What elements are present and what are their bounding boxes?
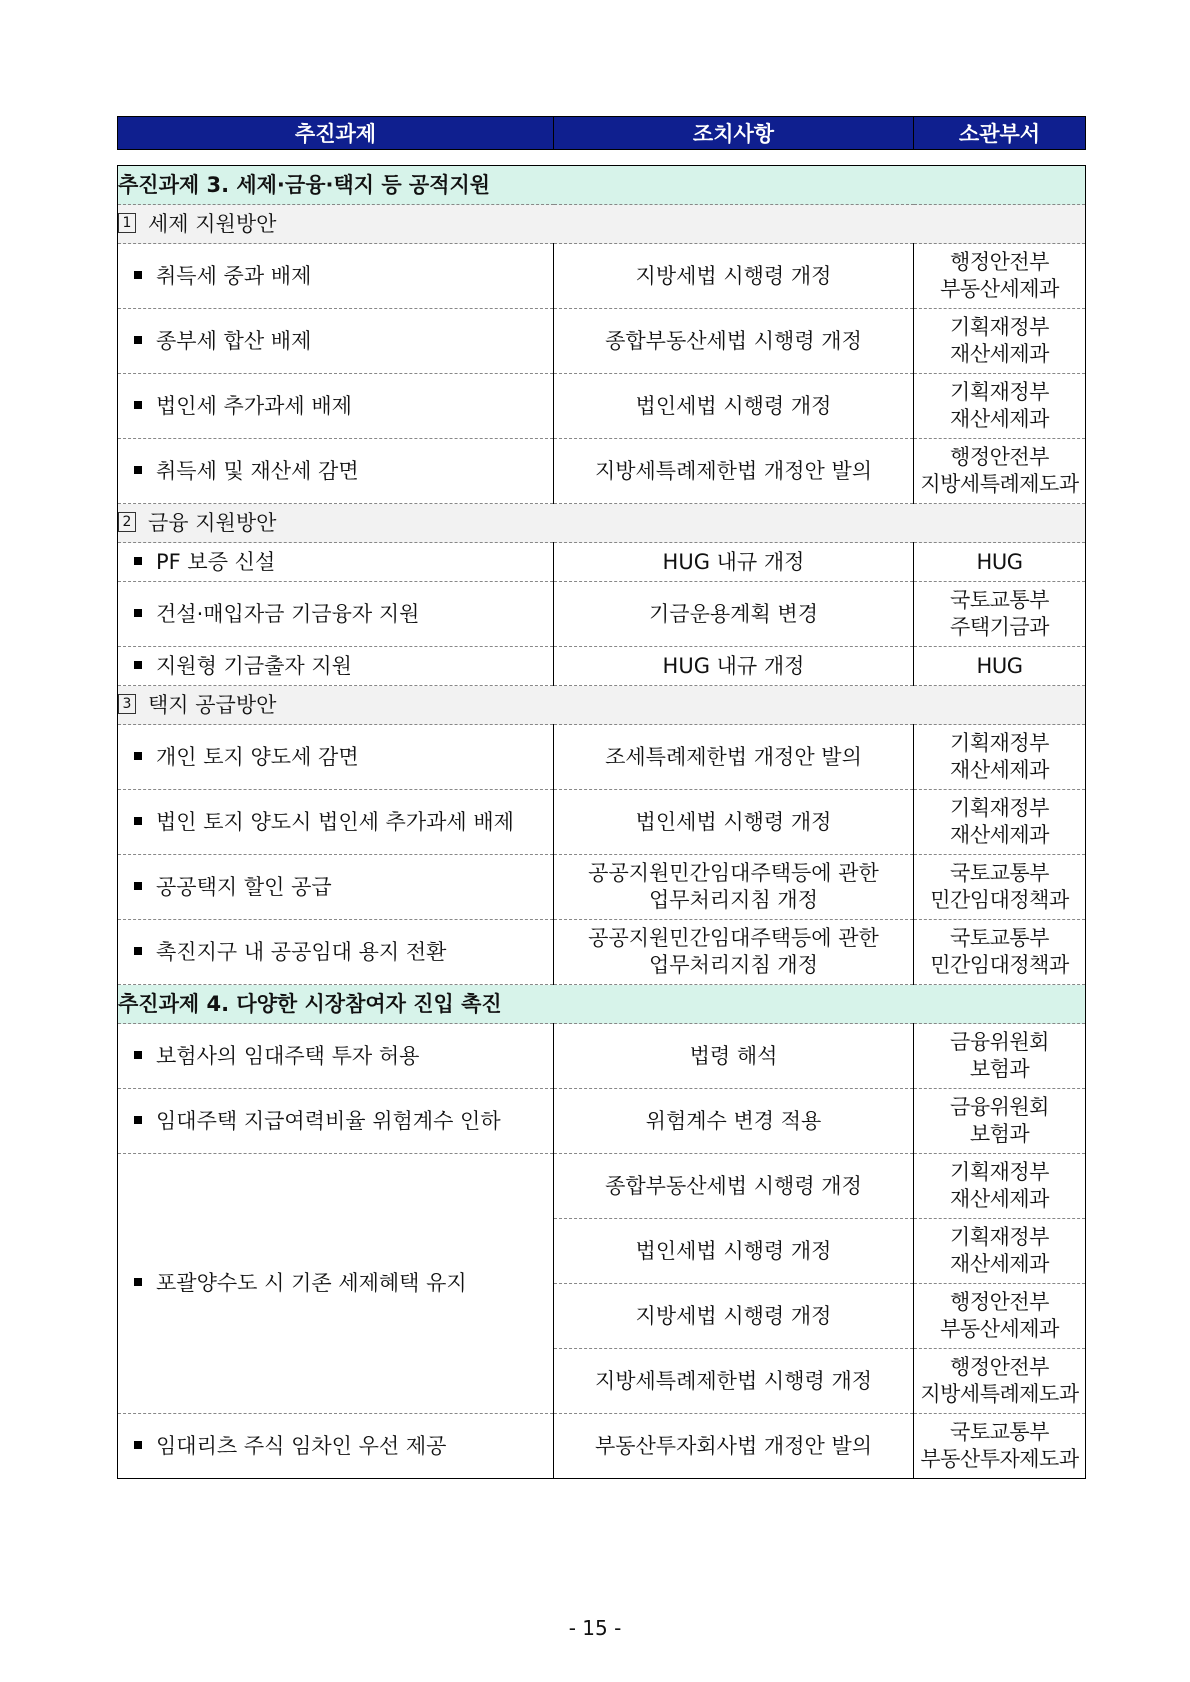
bullet-icon bbox=[134, 661, 142, 669]
dept-cell: 기획재정부 재산세제과 bbox=[914, 374, 1086, 439]
dept-cell: 금융위원회 보험과 bbox=[914, 1089, 1086, 1154]
dept-cell: 기획재정부 재산세제과 bbox=[914, 1154, 1086, 1219]
action-cell: 조세특례제한법 개정안 발의 bbox=[554, 725, 914, 790]
task-text: 법인세 추가과세 배제 bbox=[156, 393, 352, 418]
action-cell: 공공지원민간임대주택등에 관한 업무처리지침 개정 bbox=[554, 855, 914, 920]
measures-table bbox=[117, 165, 1086, 1479]
task-text: 임대주택 지급여력비율 위험계수 인하 bbox=[156, 1108, 501, 1133]
table-row bbox=[118, 309, 1086, 374]
dept-cell: 기획재정부 재산세제과 bbox=[914, 309, 1086, 374]
bullet-icon bbox=[134, 271, 142, 279]
task-text: 촉진지구 내 공공임대 용지 전환 bbox=[156, 939, 447, 964]
group-land-supply bbox=[118, 686, 1086, 725]
dept-cell: 국토교통부 부동산투자제도과 bbox=[914, 1414, 1086, 1479]
table-row bbox=[118, 855, 1086, 920]
task-text: 지원형 기금출자 지원 bbox=[156, 653, 352, 678]
bullet-icon bbox=[134, 947, 142, 955]
bullet-icon bbox=[134, 1051, 142, 1059]
table-row bbox=[118, 582, 1086, 647]
dept-cell: 국토교통부 주택기금과 bbox=[914, 582, 1086, 647]
action-cell: 부동산투자회사법 개정안 발의 bbox=[554, 1414, 914, 1479]
task-text: 개인 토지 양도세 감면 bbox=[156, 744, 359, 769]
action-cell: 종합부동산세법 시행령 개정 bbox=[554, 1154, 914, 1219]
table-row bbox=[118, 790, 1086, 855]
dept-cell: 국토교통부 민간임대정책과 bbox=[914, 855, 1086, 920]
action-cell: 법인세법 시행령 개정 bbox=[554, 1219, 914, 1284]
bullet-icon bbox=[134, 1441, 142, 1449]
bullet-icon bbox=[134, 752, 142, 760]
dept-cell: 기획재정부 재산세제과 bbox=[914, 1219, 1086, 1284]
group-label: 금융 지원방안 bbox=[148, 510, 277, 535]
dept-cell: 행정안전부 지방세특례제도과 bbox=[914, 439, 1086, 504]
group-label: 택지 공급방안 bbox=[148, 692, 277, 717]
table-row bbox=[118, 374, 1086, 439]
bullet-icon bbox=[134, 401, 142, 409]
action-cell: HUG 내규 개정 bbox=[554, 543, 914, 582]
table-row bbox=[118, 1089, 1086, 1154]
group-label: 세제 지원방안 bbox=[148, 211, 277, 236]
task-text: 건설·매입자금 기금융자 지원 bbox=[156, 601, 420, 626]
dept-cell: 국토교통부 민간임대정책과 bbox=[914, 920, 1086, 985]
table-row bbox=[118, 1154, 1086, 1219]
table-row bbox=[118, 543, 1086, 582]
section-3-title: 추진과제 3. 세제·금융·택지 등 공적지원 bbox=[118, 166, 1086, 205]
dept-cell: 기획재정부 재산세제과 bbox=[914, 790, 1086, 855]
action-cell: 법령 해석 bbox=[554, 1024, 914, 1089]
task-text: 포괄양수도 시 기존 세제혜택 유지 bbox=[156, 1271, 467, 1295]
table-header bbox=[117, 116, 1086, 150]
group-number: 2 bbox=[118, 512, 136, 532]
bullet-icon bbox=[134, 1278, 142, 1286]
table-row bbox=[118, 439, 1086, 504]
task-text: 취득세 및 재산세 감면 bbox=[156, 458, 359, 483]
bullet-icon bbox=[134, 817, 142, 825]
action-cell: 지방세특례제한법 시행령 개정 bbox=[554, 1349, 914, 1414]
action-cell: 지방세법 시행령 개정 bbox=[554, 1284, 914, 1349]
bullet-icon bbox=[134, 1116, 142, 1124]
task-text: 종부세 합산 배제 bbox=[156, 328, 312, 353]
table-row bbox=[118, 647, 1086, 686]
action-cell: 법인세법 시행령 개정 bbox=[554, 790, 914, 855]
table-row bbox=[118, 920, 1086, 985]
header-dept: 소관부서 bbox=[914, 117, 1086, 150]
dept-cell: 기획재정부 재산세제과 bbox=[914, 725, 1086, 790]
task-text: 공공택지 할인 공급 bbox=[156, 874, 332, 899]
group-number: 3 bbox=[118, 694, 136, 714]
table-row bbox=[118, 725, 1086, 790]
action-cell: 기금운용계획 변경 bbox=[554, 582, 914, 647]
table-row bbox=[118, 1024, 1086, 1089]
task-text: PF 보증 신설 bbox=[156, 549, 276, 574]
dept-cell: 금융위원회 보험과 bbox=[914, 1024, 1086, 1089]
dept-cell: 행정안전부 지방세특례제도과 bbox=[914, 1349, 1086, 1414]
bullet-icon bbox=[134, 466, 142, 474]
dept-cell: 행정안전부 부동산세제과 bbox=[914, 244, 1086, 309]
bullet-icon bbox=[134, 557, 142, 565]
page-number: - 15 - bbox=[568, 1616, 622, 1640]
header-action: 조치사항 bbox=[554, 117, 914, 150]
table-row bbox=[118, 244, 1086, 309]
action-cell: 지방세특례제한법 개정안 발의 bbox=[554, 439, 914, 504]
action-cell: 공공지원민간임대주택등에 관한 업무처리지침 개정 bbox=[554, 920, 914, 985]
action-cell: 위험계수 변경 적용 bbox=[554, 1089, 914, 1154]
group-number: 1 bbox=[118, 213, 136, 233]
table-row bbox=[118, 1414, 1086, 1479]
bullet-icon bbox=[134, 609, 142, 617]
dept-cell: 행정안전부 부동산세제과 bbox=[914, 1284, 1086, 1349]
dept-cell: HUG bbox=[914, 647, 1086, 686]
bullet-icon bbox=[134, 882, 142, 890]
action-cell: 법인세법 시행령 개정 bbox=[554, 374, 914, 439]
action-cell: 종합부동산세법 시행령 개정 bbox=[554, 309, 914, 374]
action-cell: 지방세법 시행령 개정 bbox=[554, 244, 914, 309]
group-finance-support bbox=[118, 504, 1086, 543]
task-text: 보험사의 임대주택 투자 허용 bbox=[156, 1043, 420, 1068]
bullet-icon bbox=[134, 336, 142, 344]
task-text: 임대리츠 주식 임차인 우선 제공 bbox=[156, 1433, 447, 1458]
dept-cell: HUG bbox=[914, 543, 1086, 582]
task-text: 법인 토지 양도시 법인세 추가과세 배제 bbox=[156, 809, 514, 834]
action-cell: HUG 내규 개정 bbox=[554, 647, 914, 686]
header-task: 추진과제 bbox=[118, 117, 554, 150]
group-tax-support bbox=[118, 205, 1086, 244]
task-text: 취득세 중과 배제 bbox=[156, 263, 312, 288]
section-4-title: 추진과제 4. 다양한 시장참여자 진입 촉진 bbox=[118, 985, 1086, 1024]
